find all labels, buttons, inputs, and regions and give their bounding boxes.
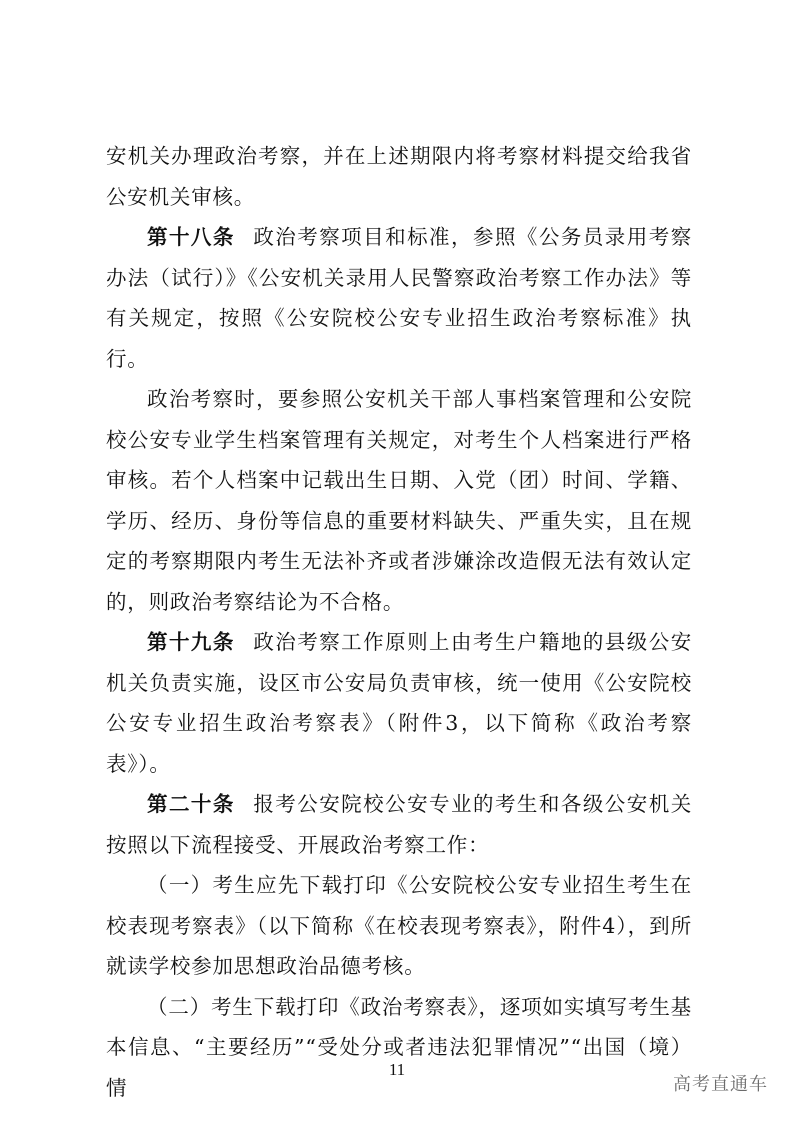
paragraph-text: （二）考生下载打印《政治考察表》，逐项如实填写考生基本信息、“主要经历”“受处分或者违法犯罪情况”“出国（境）情	[106, 994, 692, 1100]
watermark: 高考直通车	[673, 1074, 768, 1095]
article-18-text: 政治考察项目和标准，参照《公务员录用考察办法（试行）》《公安机关录用人民警察政治考察工作办法》等有关规定，按照《公安院校公安专业招生政治考察标准》执行。	[106, 225, 692, 371]
page-number: 11	[388, 1060, 406, 1079]
article-18-paragraph-2	[106, 379, 692, 622]
article-20-item-1	[106, 865, 692, 987]
article-19-text: 政治考察工作原则上由考生户籍地的县级公安机关负责实施，设区市公安局负责审核，统一使用《公安院校公安专业招生政治考察表》（附件3，以下简称《政治考察表》）。	[106, 630, 692, 776]
paragraph-continuation	[106, 136, 692, 217]
document-body	[106, 136, 692, 1108]
article-18-title: 第十八条	[147, 225, 235, 249]
article-20-title: 第二十条	[147, 792, 235, 816]
article-19	[106, 622, 692, 784]
article-20	[106, 784, 692, 865]
paragraph-text: （一）考生应先下载打印《公安院校公安专业招生考生在校表现考察表》（以下简称《在校表现考察表》，附件4），到所就读学校参加思想政治品德考核。	[106, 873, 692, 978]
paragraph-text: 政治考察时，要参照公安机关干部人事档案管理和公安院校公安专业学生档案管理有关规定，对考生个人档案进行严格审核。若个人档案中记载出生日期、入党（团）时间、学籍、学历、经历、身份等信息的重要材料缺失、严重失实，且在规定的考察期限内考生无法补齐或者涉嫌涂改造假无法有效认定的，则政治考察结论为不合格。	[106, 387, 692, 614]
article-20-item-2	[106, 987, 692, 1109]
paragraph-text: 安机关办理政治考察，并在上述期限内将考察材料提交给我省公安机关审核。	[106, 144, 692, 209]
article-20-text: 报考公安院校公安专业的考生和各级公安机关按照以下流程接受、开展政治考察工作：	[106, 792, 692, 857]
article-19-title: 第十九条	[147, 630, 235, 654]
article-18	[106, 217, 692, 379]
